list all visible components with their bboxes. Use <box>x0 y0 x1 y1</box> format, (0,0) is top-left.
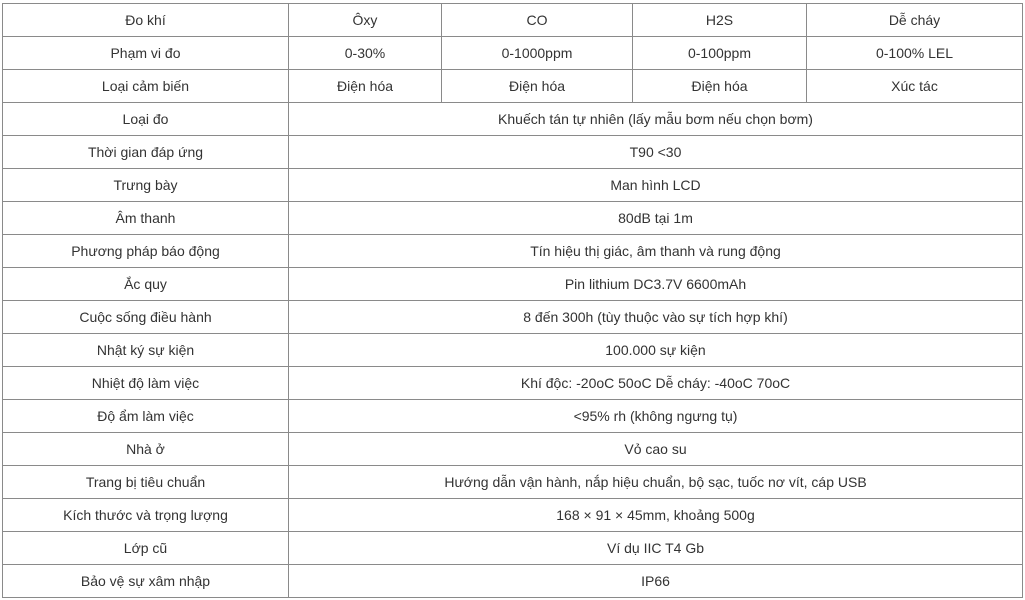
row-label: Kích thước và trọng lượng <box>3 499 289 532</box>
row-label: Trang bị tiêu chuẩn <box>3 466 289 499</box>
row-value: Pin lithium DC3.7V 6600mAh <box>289 268 1023 301</box>
table-row <box>3 268 1023 301</box>
table-row <box>3 433 1023 466</box>
row-label: Lớp cũ <box>3 532 289 565</box>
row-value: 100.000 sự kiện <box>289 334 1023 367</box>
table-row-gas <box>3 4 1023 37</box>
table-row <box>3 565 1023 598</box>
row-value: 8 đến 300h (tùy thuộc vào sự tích hợp khí) <box>289 301 1023 334</box>
table-row <box>3 202 1023 235</box>
row-label: Bảo vệ sự xâm nhập <box>3 565 289 598</box>
gas-cell-h2s: H2S <box>633 4 807 37</box>
range-cell-oxygen: 0-30% <box>289 37 442 70</box>
range-cell-combustible: 0-100% LEL <box>807 37 1023 70</box>
table-row <box>3 235 1023 268</box>
spec-table-container <box>2 3 1023 598</box>
range-cell-co: 0-1000ppm <box>442 37 633 70</box>
row-value: IP66 <box>289 565 1023 598</box>
row-value: Hướng dẫn vận hành, nắp hiệu chuẩn, bộ sạc, tuốc nơ vít, cáp USB <box>289 466 1023 499</box>
sensor-cell-h2s: Điện hóa <box>633 70 807 103</box>
row-label: Âm thanh <box>3 202 289 235</box>
row-label: Loại cảm biến <box>3 70 289 103</box>
table-row <box>3 499 1023 532</box>
table-row <box>3 400 1023 433</box>
row-value: T90 <30 <box>289 136 1023 169</box>
table-row <box>3 466 1023 499</box>
range-cell-h2s: 0-100ppm <box>633 37 807 70</box>
table-row-range <box>3 37 1023 70</box>
row-label: Ắc quy <box>3 268 289 301</box>
table-row <box>3 103 1023 136</box>
gas-cell-oxygen: Ôxy <box>289 4 442 37</box>
sensor-cell-oxygen: Điện hóa <box>289 70 442 103</box>
row-value: Khuếch tán tự nhiên (lấy mẫu bơm nếu chọn bơm) <box>289 103 1023 136</box>
row-label: Cuộc sống điều hành <box>3 301 289 334</box>
table-row <box>3 136 1023 169</box>
row-label: Nhiệt độ làm việc <box>3 367 289 400</box>
row-value: Man hình LCD <box>289 169 1023 202</box>
row-label: Độ ẩm làm việc <box>3 400 289 433</box>
gas-cell-combustible: Dễ cháy <box>807 4 1023 37</box>
row-label: Đo khí <box>3 4 289 37</box>
row-label: Phương pháp báo động <box>3 235 289 268</box>
sensor-cell-combustible: Xúc tác <box>807 70 1023 103</box>
table-row <box>3 532 1023 565</box>
row-label: Loại đo <box>3 103 289 136</box>
table-row-sensor <box>3 70 1023 103</box>
row-value: Vỏ cao su <box>289 433 1023 466</box>
row-label: Nhà ở <box>3 433 289 466</box>
row-label: Nhật ký sự kiện <box>3 334 289 367</box>
row-label: Phạm vi đo <box>3 37 289 70</box>
sensor-cell-co: Điện hóa <box>442 70 633 103</box>
table-row <box>3 334 1023 367</box>
row-label: Trưng bày <box>3 169 289 202</box>
table-row <box>3 367 1023 400</box>
row-value: 80dB tại 1m <box>289 202 1023 235</box>
table-row <box>3 169 1023 202</box>
row-value: Khí độc: -20oC 50oC Dễ cháy: -40oC 70oC <box>289 367 1023 400</box>
table-row <box>3 301 1023 334</box>
row-value: <95% rh (không ngưng tụ) <box>289 400 1023 433</box>
row-label: Thời gian đáp ứng <box>3 136 289 169</box>
specification-table <box>2 3 1023 598</box>
gas-cell-co: CO <box>442 4 633 37</box>
row-value: Tín hiệu thị giác, âm thanh và rung động <box>289 235 1023 268</box>
row-value: Ví dụ IIC T4 Gb <box>289 532 1023 565</box>
row-value: 168 × 91 × 45mm, khoảng 500g <box>289 499 1023 532</box>
